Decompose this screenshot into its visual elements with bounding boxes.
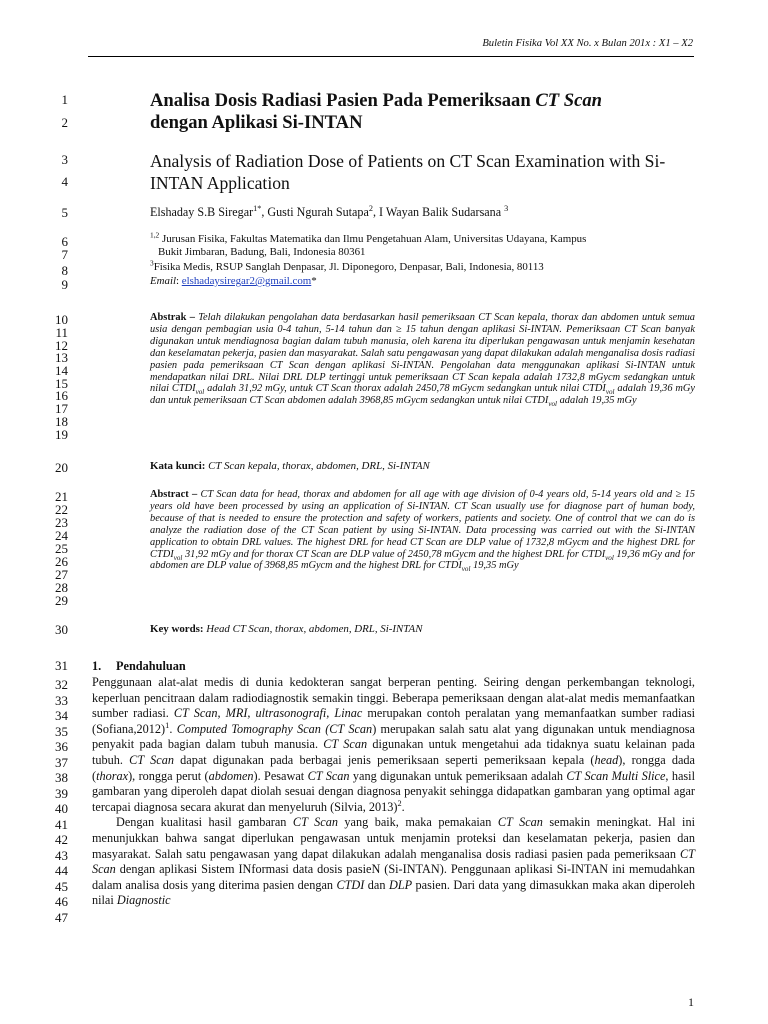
subscript-vol: vol [195, 388, 205, 397]
author-1-sup: 1* [253, 203, 262, 213]
text-run: ). Pesawat [253, 768, 308, 783]
title-id-main: Analisa Dosis Radiasi Pasien Pada Pemeriksaan [150, 90, 536, 111]
key-words [150, 623, 695, 635]
text-run: merupakan contoh peralatan yang memanfaatkan sumber radiasi (Sofiana,2012) [92, 706, 695, 736]
line-number: 5 [61, 205, 68, 220]
line-number: 2 [61, 115, 68, 130]
text-run: , hasil gambaran yang diperoleh dapat diolah sesuai dengan diagnosa penyakit sehingga didapatkan gambaran yang optimal agar tercapai diagnosa secara akurat dan menyeluruh (Silvia, 2013) [92, 768, 695, 814]
text-run: dapat digunakan pada berbagai jenis pemeriksaan seperti pemeriksaan kepala ( [173, 752, 595, 767]
authors [150, 205, 695, 220]
section-heading [92, 659, 186, 674]
affiliation-2-sup: 3 [150, 258, 154, 268]
line-number: 43 [55, 848, 68, 863]
text-run-italic: CT Scan, MRI, ultrasonografi, Linac [173, 706, 363, 721]
line-number: 14 [55, 363, 68, 378]
kata-kunci-text: CT Scan kepala, thorax, abdomen, DRL, Si-INTAN [205, 460, 430, 472]
text-run-italic: CTDI [336, 877, 365, 892]
text-run-italic: DLP [388, 877, 413, 892]
abstrak-label: Abstrak – [150, 312, 195, 323]
abstract-english [150, 489, 695, 572]
text-run: . [401, 799, 405, 814]
affiliation-1: Jurusan Fisika, Fakultas Matematika dan Ilmu Pengetahuan Alam, Universitas Udayana, Kampus [159, 233, 587, 245]
text-run: Penggunaan alat-alat medis di dunia kedokteran sangat berperan penting. Seiring dengan perkembangan teknologi, keperluan pencitraan dalam radiodiagnostik semakin tinggi. Beberapa pemeriksaan dengan alat-alat medis memanfaatkan sumber radiasi. [92, 675, 695, 721]
email-link[interactable]: elshadaysiregar2@gmail.com [181, 275, 312, 288]
title-id-italic: CT Scan [535, 90, 602, 111]
line-number: 31 [55, 658, 68, 673]
abstract-text: 19,35 mGy [470, 560, 519, 572]
line-number: 26 [55, 554, 68, 569]
text-run: ), rongga dada ( [92, 752, 695, 783]
header-rule [88, 56, 694, 57]
text-run-italic: thorax [96, 768, 129, 783]
line-number: 1 [61, 92, 68, 107]
line-number: 23 [55, 515, 68, 530]
key-words-text: Head CT Scan, thorax, abdomen, DRL, Si-INTAN [203, 623, 423, 635]
abstract-text: 31,92 mGy and for thorax CT Scan are DLP value of 2450,78 mGycm and the highest DRL for CTDI [182, 548, 606, 560]
line-number: 22 [55, 502, 68, 517]
subscript-vol: vol [461, 565, 471, 574]
section-title: Pendahuluan [116, 659, 186, 673]
line-number: 28 [55, 580, 68, 595]
author-3-sup: 3 [504, 203, 509, 213]
line-number: 29 [55, 593, 68, 608]
text-run: pasien. Dari data yang dimasukkan maka akan diperoleh nilai [92, 877, 695, 908]
text-run-italic: Diagnostic [116, 893, 171, 908]
abstrak-text: adalah 19,36 mGy dan untuk pemeriksaan CT Scan abdomen adalah 3968,85 mGycm sedangkan untuk nilai CTDI [150, 383, 696, 407]
line-number: 6 [61, 234, 68, 249]
abstract-label: Abstract – [150, 489, 198, 500]
abstrak-text: adalah 19,35 mGy [557, 395, 637, 407]
text-run-italic: CT Scan [292, 815, 338, 830]
author-1: Elshaday S.B Siregar [150, 205, 254, 219]
author-3: , I Wayan Balik Sudarsana [372, 205, 505, 219]
line-number: 16 [55, 388, 68, 403]
line-number: 12 [55, 338, 68, 353]
line-number: 42 [55, 832, 68, 847]
affiliation-1-cont: Bukit Jimbaran, Badung, Bali, Indonesia 80361 [158, 245, 366, 258]
abstract-text: CT Scan data for head, thorax and abdomen for all age with age division of 0-4 years old, 5-14 years old and ≥ 15 years old have been processed by using an application of Si-INTAN. CT Scan usually use for diagnose part of human body, because of that is needed to ensure the protection and safety of workers, patients and society. One of control that we can do is analyze the radiation dose of the CT Scan patient by using Si-INTAN. Data processing was carried out with the Si-INTAN application to obtain DRL values. The highest DRL for head CT Scan are DLP value of 1732,8 mGycm and the highest DRL for CTDI [150, 489, 695, 560]
line-number: 17 [55, 401, 68, 416]
text-run: yang baik, maka pemakaian [337, 815, 498, 830]
text-run: dengan aplikasi Sistem INformasi data dosis pasieN (Si-INTAN). Penggunaan aplikasi Si-INTAN ini memudahkan dalam analisa dosis yang diterima pasien dengan [92, 862, 695, 892]
text-run-italic: head [594, 752, 619, 767]
text-run-italic: CT Scan [323, 737, 368, 752]
line-number: 40 [55, 801, 68, 816]
text-run-italic: CT Scan [307, 768, 350, 783]
line-number: 37 [55, 755, 68, 770]
abstrak-text: Telah dilakukan pengolahan data berdasarkan hasil pemeriksaan CT Scan kepala, thorax dan abdomen untuk semua usia dengan pembagian usia 0-4 tahun, 5-14 tahun dan ≥ 15 tahun dengan aplikasi Si-INTAN. Pemeriksaan CT Scan banyak digunakan untuk mendiagnosa bagian dalam tubuh manusia, oleh karena itu diperlukan pengawasan untuk menjamin kesehatan dan keselamatan pekerja, pasien dan masyarakat. Salah satu pengawasan yang dapat dilakukan adalah menganalisa dosis radiasi pasien pada pemeriksaan CT Scan dengan aplikasi Si-INTAN. Pengolahan data menggunakan aplikasi Si-INTAN untuk mendapatkan nilai DRL. Nilai DRL DLP tertinggi untuk pemeriksaan CT Scan kepala adalah 1732,8 mGycm sedangkan untuk nilai CTDI [150, 312, 695, 395]
text-run-italic: CT Scan [497, 815, 543, 830]
line-number: 15 [55, 376, 68, 391]
email-label: Email [150, 275, 177, 288]
title-english: Analysis of Radiation Dose of Patients on CT Scan Examination with Si-INTAN Application [150, 151, 666, 193]
line-number: 47 [55, 910, 68, 925]
affiliation-2: Fisika Medis, RSUP Sanglah Denpasar, Jl. Diponegoro, Denpasar, Bali, Indonesia, 80113 [153, 261, 544, 274]
body-text [92, 675, 695, 909]
line-number: 3 [61, 152, 68, 167]
abstrak-text: adalah 31,92 mGy, untuk CT Scan thorax adalah 2450,78 mGycm sedangkan untuk nilai CTDI [204, 383, 606, 395]
line-number: 8 [61, 263, 68, 278]
text-run: . [169, 721, 177, 736]
line-number: 21 [55, 489, 68, 504]
text-run: digunakan untuk mengetahui ada tidaknya suatu kelainan pada tubuh. [92, 737, 695, 767]
paragraph-1 [92, 675, 695, 815]
subscript-vol: vol [548, 400, 558, 409]
line-number: 10 [55, 312, 68, 327]
abstract-text: 19,36 mGy and for abdomen are DLP value of 3968,85 mGycm and the highest DRL for CTDI [150, 548, 695, 572]
line-number: 45 [55, 879, 68, 894]
line-number: 25 [55, 541, 68, 556]
line-number: 46 [55, 894, 68, 909]
text-run-italic: Computed Tomography Scan (CT Scan [176, 721, 373, 736]
line-number: 44 [55, 863, 68, 878]
text-run: semakin meningkat. Hal ini menunjukkan bahwa sangat diperlukan pengawasan untuk menjamin proteksi dan keselamatan pekerja, pasien dan masyarakat. Salah satu pengawasan yang dapat dilakukan adalah menganalisa dosis radiasi pasien pada pemeriksaan [92, 815, 695, 861]
line-number: 13 [55, 350, 68, 365]
line-number: 41 [55, 817, 68, 832]
text-run: ) merupakan salah satu alat yang digunakan untuk mendiagnosa penyakit pada bagian dalam tubuh manusia. [92, 721, 695, 752]
subscript-vol: vol [605, 388, 615, 397]
line-number: 7 [61, 247, 68, 262]
line-number: 34 [55, 708, 68, 723]
affiliation-1-sup: 1,2 [150, 230, 160, 240]
text-run-italic: CT Scan [129, 752, 174, 767]
title-id-line2: dengan Aplikasi Si-INTAN [150, 112, 363, 133]
key-words-label: Key words: [150, 623, 204, 635]
line-number: 33 [55, 693, 68, 708]
line-number: 38 [55, 770, 68, 785]
email-star: * [311, 275, 317, 288]
title-indonesian [150, 90, 695, 134]
text-run: Dengan kualitasi hasil gambaran [116, 815, 293, 830]
text-run-italic: CT Scan Multi Slice [566, 768, 666, 783]
line-number: 30 [55, 622, 68, 637]
line-number: 19 [55, 427, 68, 442]
line-number: 4 [61, 174, 68, 189]
kata-kunci [150, 460, 695, 472]
author-2: , Gusti Ngurah Sutapa [261, 205, 369, 219]
abstrak-indonesian [150, 312, 695, 407]
line-number: 9 [61, 277, 68, 292]
email-sep: : [176, 275, 182, 288]
author-2-sup: 2 [368, 203, 373, 213]
section-number: 1. [92, 659, 102, 673]
affiliations [150, 230, 695, 288]
citation-sup: 1 [165, 720, 170, 730]
text-run: dan [364, 877, 389, 892]
line-number: 11 [55, 325, 68, 340]
line-number: 18 [55, 414, 68, 429]
paragraph-2 [92, 815, 695, 909]
line-number: 36 [55, 739, 68, 754]
subscript-vol: vol [605, 553, 614, 562]
running-header: Buletin Fisika Vol XX No. x Bulan 201x : X1 – X2 [482, 38, 693, 49]
text-run: ), rongga perut ( [128, 768, 209, 783]
line-number: 27 [55, 567, 68, 582]
kata-kunci-label: Kata kunci: [150, 460, 206, 472]
text-run: yang digunakan untuk pemeriksaan adalah [349, 768, 567, 783]
subscript-vol: vol [173, 553, 183, 562]
text-run-italic: abdomen [208, 768, 254, 783]
line-number: 20 [55, 460, 68, 475]
line-number: 24 [55, 528, 68, 543]
line-number: 35 [55, 724, 68, 739]
line-number: 32 [55, 677, 68, 692]
line-number: 39 [55, 786, 68, 801]
text-run-italic: CT Scan [92, 846, 695, 877]
citation-sup: 2 [397, 798, 402, 808]
page-number: 1 [688, 995, 694, 1009]
